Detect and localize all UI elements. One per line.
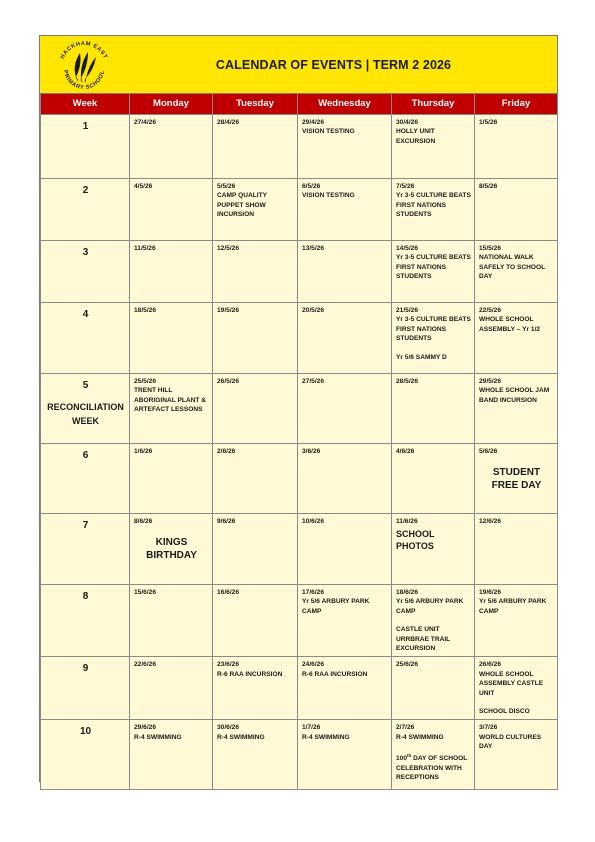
col-week: Week [41,94,130,114]
week-number: 3 [41,240,130,302]
day-cell: 7/5/26 Yr 3-5 CULTURE BEATS FIRST NATIONS STUDENTS [392,178,475,240]
week-number: 1 [41,114,130,178]
day-cell: 10/6/26 [298,513,392,584]
day-cell: 26/6/26 WHOLE SCHOOL ASSEMBLY CASTLE UNIT SCHOOL DISCO [475,657,558,720]
col-wednesday: Wednesday [298,94,392,114]
kings-birthday-label: KINGS BIRTHDAY [146,537,197,562]
day-cell: 5/6/26 STUDENT FREE DAY [475,443,558,513]
col-friday: Friday [475,94,558,114]
week-number: 4 [41,302,130,373]
day-cell: 27/5/26 [298,373,392,443]
day-cell: 18/5/26 [130,302,213,373]
week-row [41,302,558,373]
week-row [41,584,558,657]
day-cell: 29/4/26 VISION TESTING [298,114,392,178]
logo-bottom-text: PRIMARY SCHOOL [61,69,107,91]
day-cell: 22/5/26 WHOLE SCHOOL ASSEMBLY – Yr 1/2 [475,302,558,373]
logo-top-text: HACKHAM EAST [59,40,109,60]
page-title: CALENDAR OF EVENTS | TERM 2 2026 [215,58,452,72]
day-cell: 27/4/26 [130,114,213,178]
week-number: 7 [41,513,130,584]
school-logo-icon [54,39,114,91]
day-cell: 22/6/26 [130,657,213,720]
day-cell: 6/5/26 VISION TESTING [298,178,392,240]
day-cell: 30/6/26 R-4 SWIMMING [213,720,298,790]
school-photos-label: SCHOOL PHOTOS [396,529,435,552]
reconciliation-week-label: RECONCILIATION WEEK [47,401,124,426]
day-cell: 28/5/26 [392,373,475,443]
header-banner [40,36,557,94]
day-cell: 12/6/26 [475,513,558,584]
day-cell: 4/6/26 [392,443,475,513]
col-thursday: Thursday [392,94,475,114]
day-cell: 11/5/26 [130,240,213,302]
day-cell: 2/6/26 [213,443,298,513]
week-row [41,443,558,513]
day-cell: 18/6/26 Yr 5/6 ARBURY PARK CAMP CASTLE UNIT URRBRAE TRAIL EXCURSION [392,584,475,657]
week-row [41,178,558,240]
header-row [41,94,558,114]
day-cell: 15/5/26 NATIONAL WALK SAFELY TO SCHOOL DAY [475,240,558,302]
calendar-table [40,94,558,790]
week-number: 10 [41,720,130,790]
day-cell: 24/6/26 R-6 RAA INCURSION [298,657,392,720]
col-tuesday: Tuesday [213,94,298,114]
week-row [41,240,558,302]
week-row [41,373,558,443]
calendar-sheet [39,35,558,782]
student-free-day-label: STUDENT FREE DAY [491,467,542,492]
day-cell: 12/5/26 [213,240,298,302]
day-cell: 9/6/26 [213,513,298,584]
day-cell: 15/6/26 [130,584,213,657]
day-cell: 26/5/26 [213,373,298,443]
day-cell: 14/5/26 Yr 3-5 CULTURE BEATS FIRST NATIONS STUDENTS [392,240,475,302]
day-cell: 5/5/26 CAMP QUALITY PUPPET SHOW INCURSION [213,178,298,240]
day-cell: 17/6/26 Yr 5/6 ARBURY PARK CAMP [298,584,392,657]
day-cell: 23/6/26 R-6 RAA INCURSION [213,657,298,720]
day-cell: 29/6/26 R-4 SWIMMING [130,720,213,790]
day-cell: 21/5/26 Yr 3-5 CULTURE BEATS FIRST NATIONS STUDENTS Yr 5/6 SAMMY D [392,302,475,373]
day-cell: 16/6/26 [213,584,298,657]
week-number: 5 RECONCILIATION WEEK [41,373,130,443]
day-cell: 8/5/26 [475,178,558,240]
week-number: 6 [41,443,130,513]
day-cell: 1/5/26 [475,114,558,178]
week-row [41,513,558,584]
day-cell: 2/7/26 R-4 SWIMMING 100th DAY OF SCHOOL CELEBRATION WITH RECEPTIONS [392,720,475,790]
day-cell: 1/6/26 [130,443,213,513]
week-number: 8 [41,584,130,657]
day-cell: 28/4/26 [213,114,298,178]
day-cell: 29/5/26 WHOLE SCHOOL JAM BAND INCURSION [475,373,558,443]
day-cell: 11/6/26 SCHOOL PHOTOS [392,513,475,584]
day-cell: 25/5/26 TRENT HILL ABORIGINAL PLANT & ARTEFACT LESSONS [130,373,213,443]
day-cell: 3/7/26 WORLD CULTURES DAY [475,720,558,790]
week-row [41,720,558,790]
day-cell: 20/5/26 [298,302,392,373]
day-cell: 8/6/26 KINGS BIRTHDAY [130,513,213,584]
day-cell: 4/5/26 [130,178,213,240]
day-cell: 19/5/26 [213,302,298,373]
day-cell: 25/6/26 [392,657,475,720]
week-row [41,657,558,720]
day-cell: 1/7/26 R-4 SWIMMING [298,720,392,790]
day-cell: 19/6/26 Yr 5/6 ARBURY PARK CAMP [475,584,558,657]
day-cell: 30/4/26 HOLLY UNIT EXCURSION [392,114,475,178]
week-number: 2 [41,178,130,240]
week-number: 9 [41,657,130,720]
day-cell: 13/5/26 [298,240,392,302]
day-cell: 3/6/26 [298,443,392,513]
col-monday: Monday [130,94,213,114]
week-row [41,114,558,178]
